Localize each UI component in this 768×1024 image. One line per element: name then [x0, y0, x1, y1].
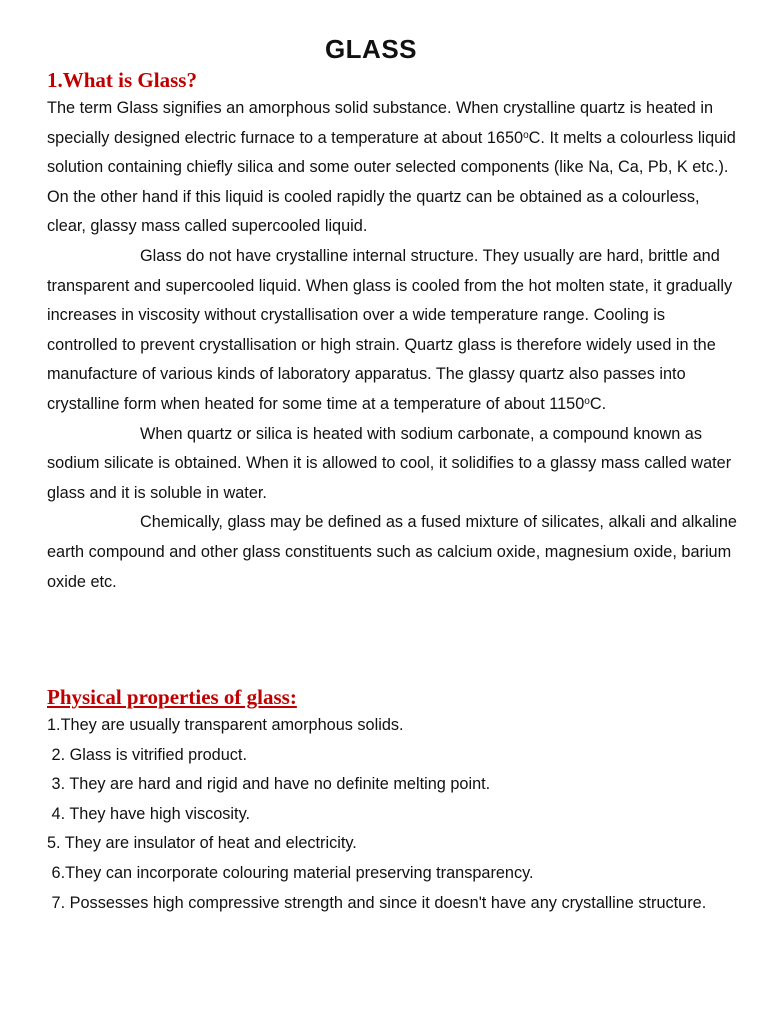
- physical-properties-list: [47, 711, 737, 918]
- degree-superscript: o: [584, 395, 590, 407]
- paragraph-1: [47, 94, 737, 242]
- section-body-what-is-glass: [47, 94, 737, 597]
- paragraph-3: When quartz or silica is heated with sodium carbonate, a compound known as sodium silicate is obtained. When it is allowed to cool, it solidifies to a glassy mass called water glass and it is soluble in water.: [47, 424, 732, 502]
- list-item: 5. They are insulator of heat and electricity.: [47, 834, 357, 853]
- list-item: 7. Possesses high compressive strength and since it doesn't have any crystalline structure.: [47, 893, 707, 912]
- paragraph-1-text-a: The term Glass signifies an amorphous solid substance. When crystalline quartz is heated in specially designed electric furnace to a temperature at about 1650: [47, 99, 714, 147]
- paragraph-2-text-b: C.: [589, 394, 607, 413]
- list-item: 2. Glass is vitrified product.: [47, 745, 247, 764]
- list-item: 1.They are usually transparent amorphous solids.: [47, 716, 404, 734]
- section-heading-what-is-glass: 1.What is Glass?: [47, 68, 197, 92]
- paragraph-1-text-b: C. It melts a colourless liquid solution containing chiefly silica and some outer selected components (like Na, Ca, Pb, K etc.). On the other hand if this liquid is cooled rapidly the quartz can be obtained as a colourless, clear, glassy mass called supercooled liquid.: [47, 128, 736, 236]
- section-heading-physical-properties: Physical properties of glass:: [47, 685, 297, 709]
- paragraph-2: [47, 242, 737, 420]
- paragraph-4: Chemically, glass may be defined as a fused mixture of silicates, alkali and alkaline earth compound and other glass constituents such as calcium oxide, magnesium oxide, barium oxide etc.: [47, 513, 737, 591]
- list-item: 6.They can incorporate colouring material preserving transparency.: [47, 863, 534, 882]
- degree-superscript: o: [523, 129, 529, 141]
- list-item: 4. They have high viscosity.: [47, 804, 251, 823]
- document-title: GLASS: [324, 34, 418, 64]
- list-item: 3. They are hard and rigid and have no definite melting point.: [47, 775, 491, 794]
- paragraph-2-text-a: Glass do not have crystalline internal structure. They usually are hard, brittle and transparent and supercooled liquid. When glass is cooled from the hot molten state, it gradually increases in viscosity without crystallisation over a wide temperature range. Cooling is controlled to prevent crystallisation or high strain. Quartz glass is therefore widely used in the manufacture of various kinds of laboratory apparatus. The glassy quartz also passes into crystalline form when heated for some time at a temperature of about 1150: [47, 246, 733, 413]
